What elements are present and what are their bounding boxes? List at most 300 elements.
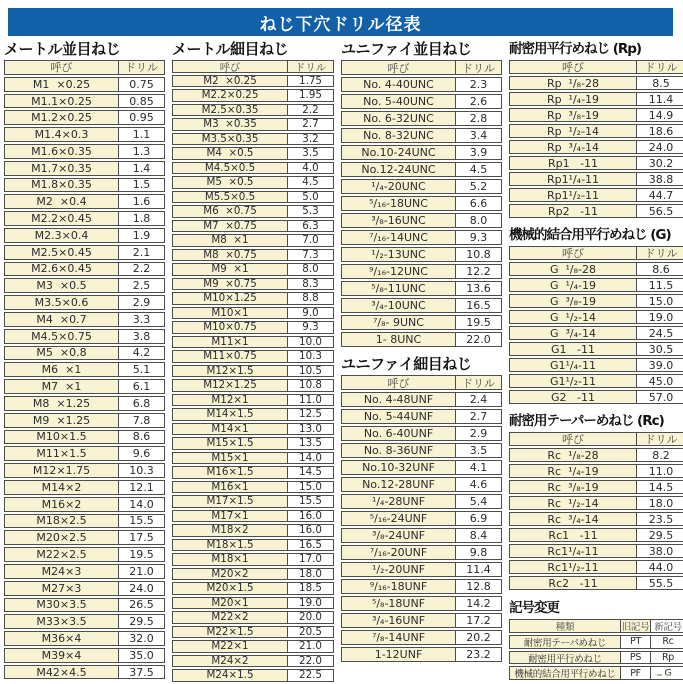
thread-size: M36×4 <box>5 632 119 645</box>
thread-size: 機械的結合用平行めねじ <box>510 667 621 679</box>
thread-size: Rp ¹/₂-14 <box>510 125 637 137</box>
column-header: ドリル <box>637 247 683 259</box>
thread-size: M5 ×0.8 <box>5 347 119 360</box>
table-row <box>172 553 334 566</box>
drill-diameter: 10.8 <box>288 380 333 391</box>
drill-diameter: 15.5 <box>288 496 333 507</box>
drill-diameter: 14.0 <box>288 453 333 464</box>
table-row <box>172 133 334 146</box>
thread-size: ⁷/₁₆-20UNF <box>342 546 456 559</box>
table-row <box>172 626 334 639</box>
thread-size: Rp1¹/₂-11 <box>510 189 637 201</box>
drill-diameter: 55.5 <box>637 577 683 589</box>
drill-diameter: 22.5 <box>288 670 333 681</box>
drill-diameter: 35.0 <box>119 649 164 662</box>
section-title-metric-coarse: メートル並目ねじ <box>4 40 121 58</box>
table-row <box>4 631 165 646</box>
table-row <box>509 140 683 154</box>
table-row <box>509 651 683 665</box>
table-row <box>4 178 165 193</box>
thread-size: G ³/₈-19 <box>510 295 637 307</box>
table-unified-fine <box>341 355 502 664</box>
column-header: 呼び <box>510 61 637 73</box>
drill-diameter: 1.1 <box>119 128 164 141</box>
thread-size: M27×3 <box>5 582 119 595</box>
drill-diameter: 24.5 <box>637 327 683 339</box>
drill-diameter: 15.0 <box>288 482 333 493</box>
table-row <box>509 310 683 324</box>
table-row <box>172 321 334 334</box>
column-header: ドリル <box>637 61 683 73</box>
thread-size: Rp ³/₈-19 <box>510 109 637 121</box>
drill-diameter: 1.9 <box>119 229 164 242</box>
thread-size: M3.5×0.6 <box>5 296 119 309</box>
drill-diameter: 14.5 <box>637 481 683 493</box>
drill-diameter: 4.2 <box>119 347 164 360</box>
table-row <box>509 528 683 542</box>
thread-size: M9 ×0.75 <box>173 279 288 290</box>
thread-size: M7 ×1 <box>5 380 119 393</box>
column-metric-fine <box>172 40 334 684</box>
table-row <box>341 528 502 543</box>
drill-diameter: 2.2 <box>119 263 164 276</box>
thread-size: M8 ×1.25 <box>5 397 119 410</box>
thread-size: No.12-24UNC <box>342 163 456 176</box>
drill-diameter: 8.3 <box>288 279 333 290</box>
thread-size: M4.5×0.5 <box>173 163 288 174</box>
table-row <box>172 89 334 102</box>
drill-diameter: 11.4 <box>637 93 683 105</box>
table-row <box>172 437 334 450</box>
thread-size: M10×0.75 <box>173 322 288 333</box>
table-row <box>172 524 334 537</box>
thread-size: M20×2.5 <box>5 531 119 544</box>
thread-size: 1-12UNF <box>342 648 456 661</box>
thread-size: M12×1.75 <box>5 464 119 477</box>
drill-diameter: 13.5 <box>288 438 333 449</box>
thread-size: M2.5×0.45 <box>5 246 119 259</box>
table-row <box>509 262 683 276</box>
thread-size: ⁵/₁₆-18UNC <box>342 197 456 210</box>
table-row <box>341 128 502 143</box>
thread-size: M2.6×0.45 <box>5 263 119 276</box>
table-row <box>4 312 165 327</box>
table-rc <box>509 412 683 592</box>
thread-size: No.10-24UNC <box>342 146 456 159</box>
column-header: 新記号 <box>651 620 683 632</box>
thread-size: M39×4 <box>5 649 119 662</box>
thread-size: No.12-28UNF <box>342 478 456 491</box>
table-row <box>341 494 502 509</box>
table-header-row <box>509 246 683 260</box>
thread-size: G ¹/₈-28 <box>510 263 637 275</box>
thread-size: M12×1.25 <box>173 380 288 391</box>
table-row <box>172 582 334 595</box>
table-row <box>509 188 683 202</box>
table-row <box>172 597 334 610</box>
drill-diameter: 32.0 <box>119 632 164 645</box>
column-header: 呼び <box>510 433 637 445</box>
thread-size: ⁵/₈-11UNC <box>342 282 456 295</box>
table-row <box>341 247 502 262</box>
page-title: ねじ下穴ドリル径表 <box>8 8 673 36</box>
drill-diameter: 8.5 <box>637 77 683 89</box>
drill-diameter: 14.0 <box>119 498 164 511</box>
thread-size: M1.8×0.35 <box>5 179 119 192</box>
thread-size: M6 ×0.75 <box>173 206 288 217</box>
thread-size: G1 -11 <box>510 343 637 355</box>
thread-size: M6 ×1 <box>5 363 119 376</box>
drill-diameter: 56.5 <box>637 205 683 217</box>
thread-size: G1¹/₂-11 <box>510 375 637 387</box>
table-metric-fine <box>172 40 334 684</box>
thread-size: M2.5×0.35 <box>173 105 288 116</box>
table-row <box>509 635 683 649</box>
thread-size: M3.5×0.35 <box>173 134 288 145</box>
drill-diameter: 1.8 <box>119 212 164 225</box>
drill-diameter: 6.6 <box>456 197 501 210</box>
table-row <box>4 77 165 92</box>
thread-size: M10×1 <box>173 308 288 319</box>
drill-diameter: 45.0 <box>637 375 683 387</box>
thread-size: M14×2 <box>5 481 119 494</box>
table-row <box>172 176 334 189</box>
thread-size: M17×1.5 <box>173 496 288 507</box>
thread-size: Rc1¹/₂-11 <box>510 561 637 573</box>
table-row <box>341 511 502 526</box>
thread-size: M16×2 <box>5 498 119 511</box>
column-unified <box>341 40 502 684</box>
thread-size: M14×1.5 <box>173 409 288 420</box>
table-row <box>172 640 334 653</box>
table-header-row <box>341 60 502 75</box>
thread-size: Rc ¹/₄-19 <box>510 465 637 477</box>
table-row <box>4 514 165 529</box>
drill-diameter: 2.9 <box>119 296 164 309</box>
table-row <box>172 408 334 421</box>
drill-diameter: 9.3 <box>456 231 501 244</box>
drill-diameter: 8.4 <box>456 529 501 542</box>
drill-diameter: 57.0 <box>637 391 683 403</box>
table-row <box>172 205 334 218</box>
table-symbol-change <box>509 598 683 682</box>
drill-diameter: 16.5 <box>456 299 501 312</box>
thread-size: M12×1.5 <box>173 366 288 377</box>
drill-diameter: 19.5 <box>456 316 501 329</box>
drill-diameter: 8.0 <box>288 264 333 275</box>
drill-diameter: Rc <box>651 636 683 648</box>
table-row <box>172 292 334 305</box>
table-rp <box>509 40 683 220</box>
drill-diameter: 3.3 <box>119 313 164 326</box>
table-row <box>172 669 334 682</box>
drill-diameter: 17.2 <box>456 614 501 627</box>
table-row <box>172 104 334 117</box>
drill-diameter: 9.8 <box>456 546 501 559</box>
thread-size: M30×3.5 <box>5 599 119 612</box>
table-row <box>4 547 165 562</box>
table-row <box>509 390 683 404</box>
table-row <box>341 281 502 296</box>
thread-size: No. 5-44UNF <box>342 410 456 423</box>
thread-size: Rp1¹/₄-11 <box>510 173 637 185</box>
section-title-rp: 耐密用平行めねじ (Rp) <box>509 41 642 57</box>
table-row <box>172 466 334 479</box>
column-header: 種類 <box>510 620 621 632</box>
thread-size: M15×1.5 <box>173 438 288 449</box>
table-row <box>4 581 165 596</box>
drill-diameter: 8.6 <box>637 263 683 275</box>
table-row <box>4 665 165 680</box>
table-row <box>341 230 502 245</box>
thread-size: M2 ×0.25 <box>173 76 288 87</box>
column-header: 呼び <box>173 61 288 72</box>
drill-diameter: 6.1 <box>119 380 164 393</box>
table-row <box>509 374 683 388</box>
thread-size: Rc1 -11 <box>510 529 637 541</box>
thread-size: 耐密用平行めねじ <box>510 652 621 664</box>
thread-size: ¹/₄-28UNF <box>342 495 456 508</box>
drill-diameter: 6.3 <box>288 221 333 232</box>
table-row <box>4 614 165 629</box>
table-row <box>172 495 334 508</box>
section-title-unified-fine: ユニファイ細目ねじ <box>341 355 472 373</box>
thread-size: M20×1 <box>173 598 288 609</box>
table-row <box>509 576 683 590</box>
table-row <box>172 452 334 465</box>
table-row <box>172 234 334 247</box>
table-row <box>341 264 502 279</box>
drill-diameter: 18.5 <box>288 583 333 594</box>
table-row <box>509 512 683 526</box>
thread-size: M10×1.5 <box>5 431 119 444</box>
table-row <box>172 394 334 407</box>
table-row <box>341 613 502 628</box>
drill-diameter: 37.5 <box>119 666 164 679</box>
thread-size: M4 ×0.7 <box>5 313 119 326</box>
table-row <box>341 545 502 560</box>
thread-size: ³/₄-16UNF <box>342 614 456 627</box>
table-header-row <box>509 60 683 74</box>
drill-diameter: 19.0 <box>637 311 683 323</box>
drill-diameter: 2.7 <box>456 410 501 423</box>
table-row <box>172 75 334 88</box>
thread-size: M24×2 <box>173 656 288 667</box>
drill-diameter: 12.2 <box>456 265 501 278</box>
drill-diameter: 10.8 <box>456 248 501 261</box>
table-row <box>509 544 683 558</box>
table-unified-coarse <box>341 40 502 349</box>
table-header-row <box>509 619 683 633</box>
table-row <box>4 598 165 613</box>
thread-size: M8 ×0.75 <box>173 250 288 261</box>
table-row <box>509 496 683 510</box>
drill-diameter: 14.2 <box>456 597 501 610</box>
table-row <box>509 464 683 478</box>
thread-size: No. 6-32UNC <box>342 112 456 125</box>
table-row <box>509 92 683 106</box>
thread-size: ⁷/₈-14UNF <box>342 631 456 644</box>
table-row <box>172 307 334 320</box>
drill-diameter: 11.4 <box>456 563 501 576</box>
column-header: 呼び <box>342 376 456 389</box>
thread-size: M18×2.5 <box>5 515 119 528</box>
drill-diameter: 11.0 <box>637 465 683 477</box>
drill-diameter: 7.0 <box>288 235 333 246</box>
drill-diameter: 3.5 <box>288 148 333 159</box>
thread-size: Rc ¹/₂-14 <box>510 497 637 509</box>
drill-diameter: 1.6 <box>119 195 164 208</box>
thread-size: ³/₈-24UNF <box>342 529 456 542</box>
table-row <box>172 481 334 494</box>
drill-diameter: 7.3 <box>288 250 333 261</box>
drill-diameter: 15.5 <box>119 515 164 528</box>
table-row <box>4 362 165 377</box>
drill-diameter: 14.9 <box>637 109 683 121</box>
thread-size: No. 5-40UNC <box>342 95 456 108</box>
table-row <box>341 213 502 228</box>
thread-size: 1- 8UNC <box>342 333 456 346</box>
table-row <box>341 315 502 330</box>
drill-diameter: 1.95 <box>288 90 333 101</box>
drill-diameter: 20.5 <box>288 627 333 638</box>
thread-size: Rc2 -11 <box>510 577 637 589</box>
drill-diameter: 2.1 <box>119 246 164 259</box>
drill-diameter: 21.0 <box>288 641 333 652</box>
table-row <box>509 278 683 292</box>
thread-size: 耐密用テーパめねじ <box>510 636 621 648</box>
drill-diameter: 4.0 <box>288 163 333 174</box>
table-row <box>4 346 165 361</box>
table-row <box>509 342 683 356</box>
thread-size: M11×1.5 <box>5 447 119 460</box>
thread-size: No. 6-40UNF <box>342 427 456 440</box>
table-row <box>172 365 334 378</box>
drill-diameter: 13.0 <box>288 424 333 435</box>
thread-size: M12×1 <box>173 395 288 406</box>
drill-diameter: 5.1 <box>119 363 164 376</box>
thread-size: G1¹/₄-11 <box>510 359 637 371</box>
drill-diameter: PT <box>621 636 651 648</box>
drill-diameter: 44.0 <box>637 561 683 573</box>
thread-size: Rc ³/₈-19 <box>510 481 637 493</box>
column-header: ドリル <box>637 433 683 445</box>
thread-size: M1.7×0.35 <box>5 162 119 175</box>
thread-size: Rp ¹/₄-19 <box>510 93 637 105</box>
table-columns <box>4 40 683 684</box>
table-row <box>172 336 334 349</box>
drill-diameter: 3.4 <box>456 129 501 142</box>
table-row <box>509 124 683 138</box>
drill-diameter: 9.6 <box>119 447 164 460</box>
drill-diameter: 2.6 <box>456 95 501 108</box>
table-header-row <box>341 375 502 390</box>
drill-diameter: 3.5 <box>456 444 501 457</box>
drill-diameter: 38.0 <box>637 545 683 557</box>
thread-size: Rp2 -11 <box>510 205 637 217</box>
table-row <box>341 477 502 492</box>
thread-size: M2.2×0.45 <box>5 212 119 225</box>
section-title-metric-fine: メートル細目ねじ <box>172 40 289 58</box>
table-row <box>172 278 334 291</box>
thread-size: Rc1¹/₄-11 <box>510 545 637 557</box>
table-row <box>172 118 334 131</box>
thread-size: ⁵/₈-18UNF <box>342 597 456 610</box>
thread-size: M24×1.5 <box>173 670 288 681</box>
thread-size: ⁷/₈- 9UNC <box>342 316 456 329</box>
drill-diameter: 39.0 <box>637 359 683 371</box>
table-row <box>4 262 165 277</box>
drill-diameter: 1.75 <box>288 76 333 87</box>
table-row <box>341 647 502 662</box>
thread-size: G ¹/₄-19 <box>510 279 637 291</box>
thread-size: M22×2.5 <box>5 548 119 561</box>
table-header-row <box>172 60 334 73</box>
drill-diameter: 3.9 <box>456 146 501 159</box>
drill-diameter: 10.3 <box>119 464 164 477</box>
table-row <box>509 204 683 218</box>
drill-diameter: 17.5 <box>119 531 164 544</box>
thread-size: M2.3×0.4 <box>5 229 119 242</box>
table-row <box>341 179 502 194</box>
table-row <box>509 294 683 308</box>
thread-size: ³/₄-10UNC <box>342 299 456 312</box>
table-row <box>341 196 502 211</box>
table-row <box>4 430 165 445</box>
thread-size: M5 ×0.5 <box>173 177 288 188</box>
table-row <box>4 396 165 411</box>
table-row <box>341 562 502 577</box>
drill-diameter: 7.8 <box>119 414 164 427</box>
drill-diameter: 3.8 <box>119 330 164 343</box>
thread-size: M33×3.5 <box>5 615 119 628</box>
thread-size: M11×0.75 <box>173 351 288 362</box>
thread-size: M18×1.5 <box>173 540 288 551</box>
drill-diameter: 23.5 <box>637 513 683 525</box>
drill-diameter: 29.5 <box>637 529 683 541</box>
drill-diameter: 10.3 <box>288 351 333 362</box>
thread-size: M1 ×0.25 <box>5 78 119 91</box>
table-header-row <box>4 60 165 75</box>
drill-diameter: 2.9 <box>456 427 501 440</box>
table-row <box>172 379 334 392</box>
table-row <box>509 448 683 462</box>
column-header: ドリル <box>456 376 501 389</box>
table-row <box>4 463 165 478</box>
table-row <box>4 329 165 344</box>
drill-diameter: 15.0 <box>637 295 683 307</box>
table-row <box>172 249 334 262</box>
drill-diameter: 11.5 <box>637 279 683 291</box>
drill-diameter: PF <box>621 667 651 679</box>
drill-diameter: 20.0 <box>288 612 333 623</box>
drill-diameter: 4.1 <box>456 461 501 474</box>
table-row <box>4 379 165 394</box>
table-row <box>172 191 334 204</box>
drill-diameter: 14.5 <box>288 467 333 478</box>
section-title-g: 機械的結合用平行めねじ (G) <box>509 227 671 243</box>
drill-diameter: 0.85 <box>119 95 164 108</box>
table-row <box>341 145 502 160</box>
thread-size: No. 4-48UNF <box>342 393 456 406</box>
thread-size: ⁹/₁₆-18UNF <box>342 580 456 593</box>
thread-size: M16×1 <box>173 482 288 493</box>
thread-size: M8 ×1 <box>173 235 288 246</box>
table-row <box>4 480 165 495</box>
drill-diameter: 3.2 <box>288 134 333 145</box>
drill-diameter: 1.4 <box>119 162 164 175</box>
table-row <box>341 77 502 92</box>
